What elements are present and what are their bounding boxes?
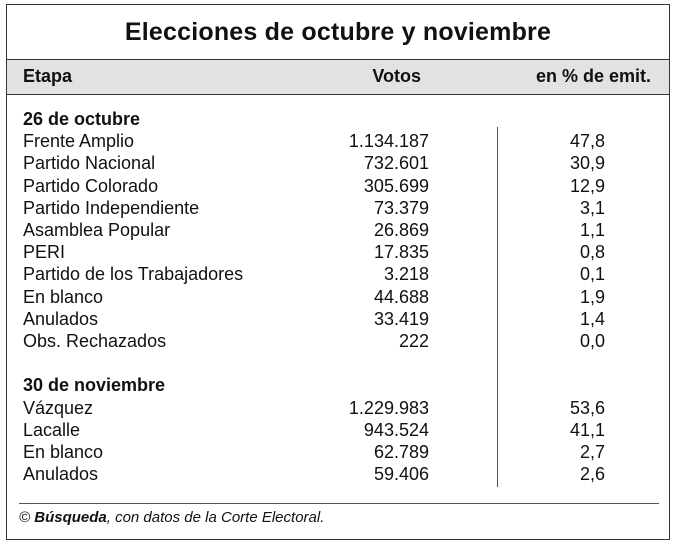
column-header-bar	[7, 59, 669, 95]
copyright-symbol: ©	[19, 509, 35, 526]
footer-divider	[19, 503, 659, 504]
row-percent: 30,9	[569, 153, 605, 174]
table-row	[7, 264, 669, 286]
row-percent: 0,8	[579, 242, 605, 263]
table-row	[7, 331, 669, 353]
source-credit	[19, 509, 324, 526]
row-percent: 0,0	[579, 331, 605, 351]
table-row	[7, 442, 669, 464]
row-label: Partido de los Trabajadores	[23, 264, 244, 285]
table-row	[7, 287, 669, 309]
row-votos: 62.789	[373, 442, 429, 462]
source-name: Búsqueda	[34, 509, 107, 526]
row-label: PERI	[23, 242, 66, 263]
row-label: Partido Colorado	[23, 175, 159, 196]
source-note: , con datos de la Corte Electoral.	[106, 509, 325, 526]
row-votos: 1.134.187	[348, 131, 429, 152]
table-row	[7, 242, 669, 264]
table-row	[7, 398, 669, 420]
row-label: Anulados	[23, 464, 99, 485]
row-percent: 41,1	[569, 419, 605, 440]
row-label: Lacalle	[23, 419, 81, 440]
row-label: En blanco	[23, 442, 104, 462]
row-votos: 44.688	[373, 286, 429, 307]
section-title: 26 de octubre	[23, 109, 141, 129]
row-percent: 12,9	[569, 175, 605, 196]
row-label: En blanco	[23, 286, 104, 307]
row-label: Frente Amplio	[23, 131, 135, 152]
section-title: 30 de noviembre	[23, 375, 166, 396]
row-votos: 3.218	[383, 264, 429, 285]
row-percent: 47,8	[569, 131, 605, 152]
row-percent: 53,6	[569, 397, 605, 418]
row-percent: 1,4	[579, 308, 605, 329]
row-label: Partido Nacional	[23, 153, 156, 174]
row-label: Anulados	[23, 308, 99, 329]
table-frame	[6, 4, 670, 540]
row-percent: 2,7	[579, 442, 605, 462]
table-row	[7, 420, 669, 442]
header-votos: Votos	[372, 66, 421, 86]
row-votos: 1.229.983	[348, 397, 429, 418]
header-etapa: Etapa	[23, 66, 73, 86]
row-votos: 17.835	[373, 242, 429, 263]
table-row	[7, 464, 669, 486]
row-label: Vázquez	[23, 397, 94, 418]
table-row	[7, 220, 669, 242]
row-percent: 2,6	[579, 464, 605, 485]
table-row	[7, 198, 669, 220]
row-label: Asamblea Popular	[23, 220, 171, 240]
row-label: Obs. Rechazados	[23, 331, 167, 351]
row-percent: 3,1	[579, 197, 605, 218]
table-row	[7, 176, 669, 198]
row-votos: 26.869	[373, 220, 429, 240]
table-row	[7, 153, 669, 175]
table-row	[7, 131, 669, 153]
row-votos: 305.699	[363, 175, 429, 196]
row-votos: 59.406	[373, 464, 429, 485]
row-percent: 1,1	[579, 220, 605, 240]
table-row	[7, 309, 669, 331]
row-label: Partido Independiente	[23, 197, 200, 218]
row-votos: 73.379	[373, 197, 429, 218]
row-percent: 1,9	[579, 286, 605, 307]
row-percent: 0,1	[579, 264, 605, 285]
row-votos: 732.601	[363, 153, 429, 174]
row-votos: 33.419	[373, 308, 429, 329]
header-percent: en % de emit.	[535, 66, 651, 86]
row-votos: 943.524	[363, 419, 429, 440]
table-title: Elecciones de octubre y noviembre	[124, 17, 552, 46]
row-votos: 222	[398, 331, 429, 351]
